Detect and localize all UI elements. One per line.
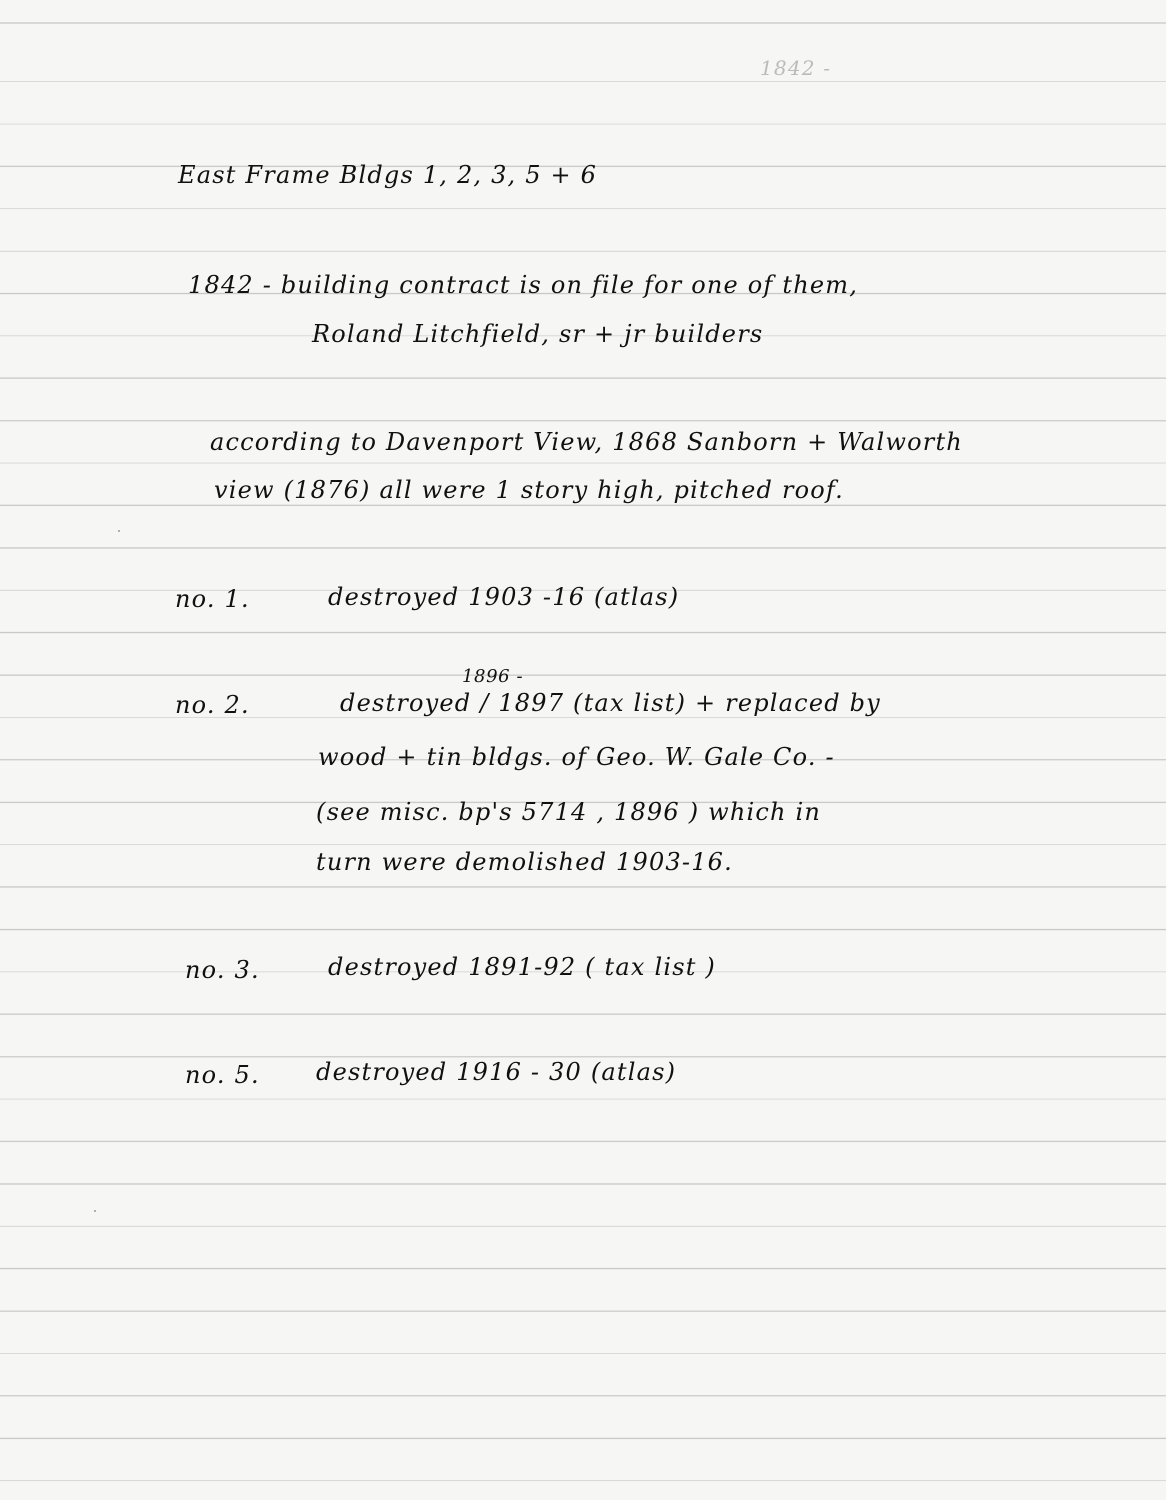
entry-line-2: wood + tin bldgs. of Geo. W. Gale Co. - — [318, 743, 835, 771]
entry-text: destroyed 1891-92 ( tax list ) — [328, 953, 716, 981]
paper-speck — [118, 530, 120, 532]
entry-number: no. 5. — [185, 1061, 260, 1089]
views-line-1: according to Davenport View, 1868 Sanborn + Walworth — [210, 428, 963, 456]
paper-speck — [94, 1210, 96, 1212]
entry-line-1: destroyed / 1897 (tax list) + replaced by — [340, 689, 881, 717]
entry-line-4: turn were demolished 1903-16. — [316, 848, 733, 876]
contract-line-2: Roland Litchfield, sr + jr builders — [312, 320, 764, 348]
heading-line: East Frame Bldgs 1, 2, 3, 5 + 6 — [178, 161, 598, 189]
entry-text: destroyed 1903 -16 (atlas) — [328, 583, 680, 611]
entry-line-3: (see misc. bp's 5714 , 1896 ) which in — [316, 798, 822, 826]
entry-text: destroyed 1916 - 30 (atlas) — [316, 1058, 677, 1086]
views-line-2: view (1876) all were 1 story high, pitched roof. — [214, 476, 844, 504]
entry-number: no. 3. — [185, 956, 260, 984]
entry-number: no. 2. — [175, 691, 250, 719]
contract-line-1: 1842 - building contract is on file for one of them, — [188, 271, 859, 299]
entry-superscript-note: 1896 - — [462, 666, 524, 687]
entry-number: no. 1. — [175, 585, 250, 613]
corner-date-note: 1842 - — [760, 56, 832, 80]
